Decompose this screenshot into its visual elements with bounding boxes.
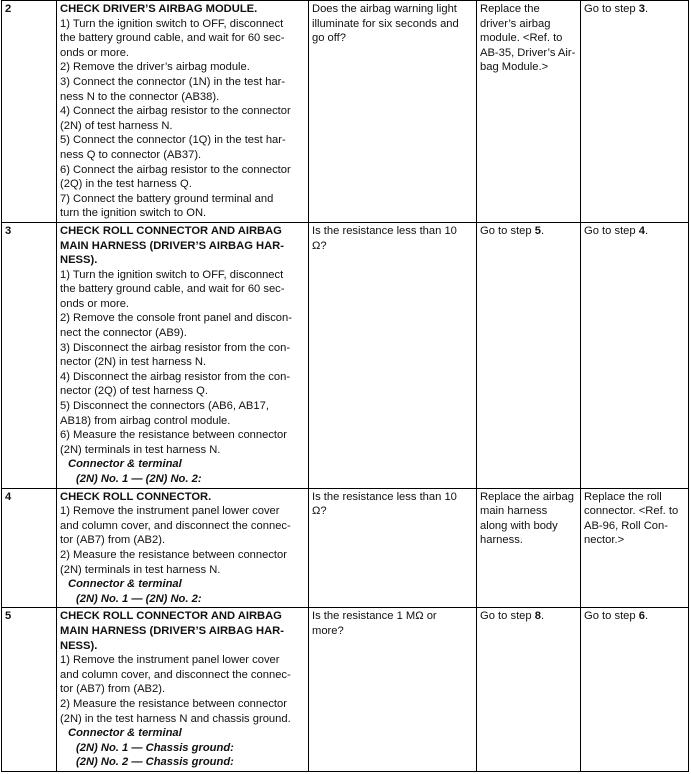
check-line: more? <box>312 624 344 637</box>
procedure-line: the battery ground cable, and wait for 60 sec- <box>60 283 285 296</box>
no-line: connector. <Ref. to <box>584 505 679 518</box>
step-number: 5 <box>2 608 57 772</box>
procedure-line: AB18) from airbag control module. <box>60 414 231 427</box>
diagnostic-table <box>1 0 689 772</box>
step-procedure <box>57 1 309 223</box>
procedure-line: 2) Remove the console front panel and discon- <box>60 312 292 325</box>
yes-action <box>477 1 581 223</box>
step-procedure <box>57 608 309 772</box>
yes-line: Replace the <box>480 3 540 15</box>
step-title: MAIN HARNESS (DRIVER’S AIRBAG HAR- <box>60 239 284 252</box>
procedure-line: 1) Remove the instrument panel lower cover <box>60 505 280 518</box>
yes-line: harness. <box>480 534 523 547</box>
check-question <box>309 1 477 223</box>
check-question <box>309 608 477 772</box>
step-number: 4 <box>2 488 57 608</box>
procedure-line: 4) Connect the airbag resistor to the connector <box>60 105 291 118</box>
step-procedure <box>57 222 309 488</box>
procedure-line: onds or more. <box>60 46 130 59</box>
table-row-step-5 <box>2 608 689 772</box>
connector-terminal-item: (2N) No. 1 — Chassis ground: <box>76 741 234 754</box>
no-action <box>581 1 689 223</box>
yes-line: main harness <box>480 505 548 518</box>
no-action-text: Go to step <box>584 3 639 15</box>
procedure-line: 4) Disconnect the airbag resistor from the con- <box>60 370 291 383</box>
yes-line: driver’s airbag <box>480 17 551 30</box>
check-line: Ω? <box>312 505 327 518</box>
procedure-line: 3) Disconnect the airbag resistor from the con- <box>60 341 291 354</box>
procedure-line: and column cover, and disconnect the connec- <box>60 668 291 681</box>
procedure-line: nector (2Q) of test harness Q. <box>60 385 208 398</box>
yes-line: along with body <box>480 519 558 532</box>
yes-step-link[interactable]: 8 <box>534 610 541 623</box>
procedure-line: 7) Connect the battery ground terminal and <box>60 192 274 205</box>
procedure-line: 2) Measure the resistance between connector <box>60 548 287 561</box>
yes-action <box>477 608 581 772</box>
no-action-suffix: . <box>644 3 649 15</box>
no-action-suffix: . <box>644 224 649 237</box>
no-action-text: Go to step <box>584 224 639 237</box>
no-step-link[interactable]: 4 <box>638 224 645 237</box>
check-line: go off? <box>312 32 347 45</box>
procedure-line: (2N) terminals in test harness N. <box>60 563 221 576</box>
no-line: AB-96, Roll Con- <box>584 519 668 532</box>
check-line: Ω? <box>312 239 327 252</box>
procedure-line: (2N) in the test harness N and chassis ground. <box>60 712 291 725</box>
step-title: MAIN HARNESS (DRIVER’S AIRBAG HAR- <box>60 624 284 637</box>
table-row-step-4 <box>2 488 689 608</box>
connector-terminal-item: (2N) No. 2 — Chassis ground: <box>76 756 234 769</box>
procedure-line: onds or more. <box>60 297 130 310</box>
yes-step-link[interactable]: 5 <box>534 224 541 237</box>
procedure-line: 6) Connect the airbag resistor to the connector <box>60 163 291 176</box>
step-title: CHECK DRIVER’S AIRBAG MODULE. <box>60 3 258 15</box>
no-action-text: Go to step <box>584 610 639 623</box>
table-row-step-2 <box>2 1 689 223</box>
yes-action <box>477 488 581 608</box>
procedure-line: tor (AB7) from (AB2). <box>60 683 166 696</box>
procedure-line: 1) Turn the ignition switch to OFF, disconnect <box>60 268 284 281</box>
no-action-suffix: . <box>644 610 649 623</box>
procedure-line: nect the connector (AB9). <box>60 327 187 340</box>
procedure-line: 5) Connect the connector (1Q) in the test har- <box>60 134 286 147</box>
step-number: 2 <box>2 1 57 223</box>
step-procedure <box>57 488 309 608</box>
yes-line: AB-35, Driver’s Air- <box>480 46 576 59</box>
procedure-line: the battery ground cable, and wait for 60 sec- <box>60 32 285 45</box>
yes-action-text: Go to step <box>480 610 535 623</box>
check-line: Is the resistance 1 MΩ or <box>312 610 437 623</box>
yes-line: module. <Ref. to <box>480 32 563 45</box>
yes-action-suffix: . <box>540 224 545 237</box>
yes-line: Replace the airbag <box>480 490 574 503</box>
yes-line: bag Module.> <box>480 61 549 74</box>
no-line: nector.> <box>584 534 625 547</box>
no-step-link[interactable]: 6 <box>638 610 645 623</box>
yes-action-text: Go to step <box>480 224 535 237</box>
procedure-line: (2Q) in the test harness Q. <box>60 178 192 191</box>
no-action <box>581 608 689 772</box>
connector-terminal-item: (2N) No. 1 — (2N) No. 2: <box>76 473 202 485</box>
check-line: Does the airbag warning light <box>312 3 457 15</box>
procedure-line: tor (AB7) from (AB2). <box>60 534 166 547</box>
procedure-line: 5) Disconnect the connectors (AB6, AB17, <box>60 400 269 413</box>
procedure-line: ness Q to connector (AB37). <box>60 148 202 161</box>
step-title: NESS). <box>60 254 98 267</box>
step-title: CHECK ROLL CONNECTOR AND AIRBAG <box>60 224 282 237</box>
check-line: illuminate for six seconds and <box>312 17 459 30</box>
procedure-line: (2N) of test harness N. <box>60 119 173 132</box>
yes-action-suffix: . <box>540 610 545 623</box>
connector-terminal-heading: Connector & terminal <box>68 578 182 591</box>
table-row-step-3 <box>2 222 689 488</box>
step-title: CHECK ROLL CONNECTOR. <box>60 490 212 503</box>
no-action <box>581 222 689 488</box>
procedure-line: 2) Measure the resistance between connector <box>60 697 287 710</box>
step-title: NESS). <box>60 639 98 652</box>
procedure-line: ness N to the connector (AB38). <box>60 90 220 103</box>
no-line: Replace the roll <box>584 490 662 503</box>
no-step-link[interactable]: 3 <box>638 3 645 15</box>
check-question <box>309 488 477 608</box>
procedure-line: 1) Turn the ignition switch to OFF, disconnect <box>60 17 284 30</box>
connector-terminal-item: (2N) No. 1 — (2N) No. 2: <box>76 592 202 605</box>
procedure-line: 2) Remove the driver’s airbag module. <box>60 61 250 74</box>
procedure-line: 1) Remove the instrument panel lower cover <box>60 654 280 667</box>
procedure-line: (2N) terminals in test harness N. <box>60 443 221 456</box>
procedure-line: turn the ignition switch to ON. <box>60 207 207 220</box>
connector-terminal-heading: Connector & terminal <box>68 458 182 471</box>
procedure-line: and column cover, and disconnect the connec- <box>60 519 291 532</box>
check-line: Is the resistance less than 10 <box>312 224 457 237</box>
check-line: Is the resistance less than 10 <box>312 490 457 503</box>
yes-action <box>477 222 581 488</box>
check-question <box>309 222 477 488</box>
step-number: 3 <box>2 222 57 488</box>
no-action <box>581 488 689 608</box>
step-title: CHECK ROLL CONNECTOR AND AIRBAG <box>60 610 282 623</box>
connector-terminal-heading: Connector & terminal <box>68 727 182 740</box>
procedure-line: nector (2N) in test harness N. <box>60 356 207 369</box>
procedure-line: 3) Connect the connector (1N) in the test har- <box>60 75 286 88</box>
procedure-line: 6) Measure the resistance between connector <box>60 429 287 442</box>
